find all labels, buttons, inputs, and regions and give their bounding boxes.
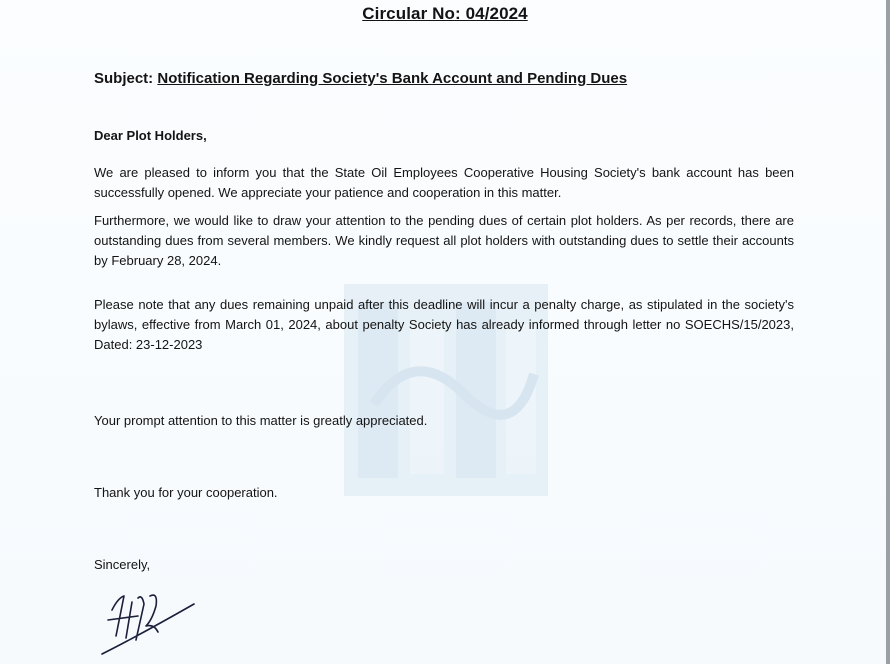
paragraph-bank-account: We are pleased to inform you that the State Oil Employees Cooperative Housing Society's bank account has been successfully opened. We appreciate your patience and cooperation in this matter. — [94, 165, 794, 200]
handwritten-signature-icon — [98, 576, 208, 656]
sign-off: Sincerely, — [94, 557, 151, 572]
paragraph-pending-dues: Furthermore, we would like to draw your attention to the pending dues of certain plot holders. As per records, there are outstanding dues from several members. We kindly request all plot holders with outstanding dues to settle their accounts by February 28, 2024. — [94, 213, 794, 268]
paragraph-penalty-notice: Please note that any dues remaining unpaid after this deadline will incur a penalty charge, as stipulated in the society's bylaws, effective from March 01, 2024, about penalty Society has already informed through letter no SOECHS/15/2023, Dated: 23-12-2023 — [94, 297, 794, 352]
thanks-line: Thank you for your cooperation. — [94, 485, 278, 500]
subject-text: Notification Regarding Society's Bank Account and Pending Dues — [157, 70, 628, 87]
scan-edge-border — [886, 0, 890, 664]
circular-number-title: Circular No: 04/2024 — [362, 4, 528, 23]
prompt-attention-line: Your prompt attention to this matter is greatly appreciated. — [94, 413, 428, 428]
subject-label: Subject: — [94, 70, 154, 87]
subject-line — [94, 70, 627, 87]
salutation: Dear Plot Holders, — [94, 128, 207, 143]
